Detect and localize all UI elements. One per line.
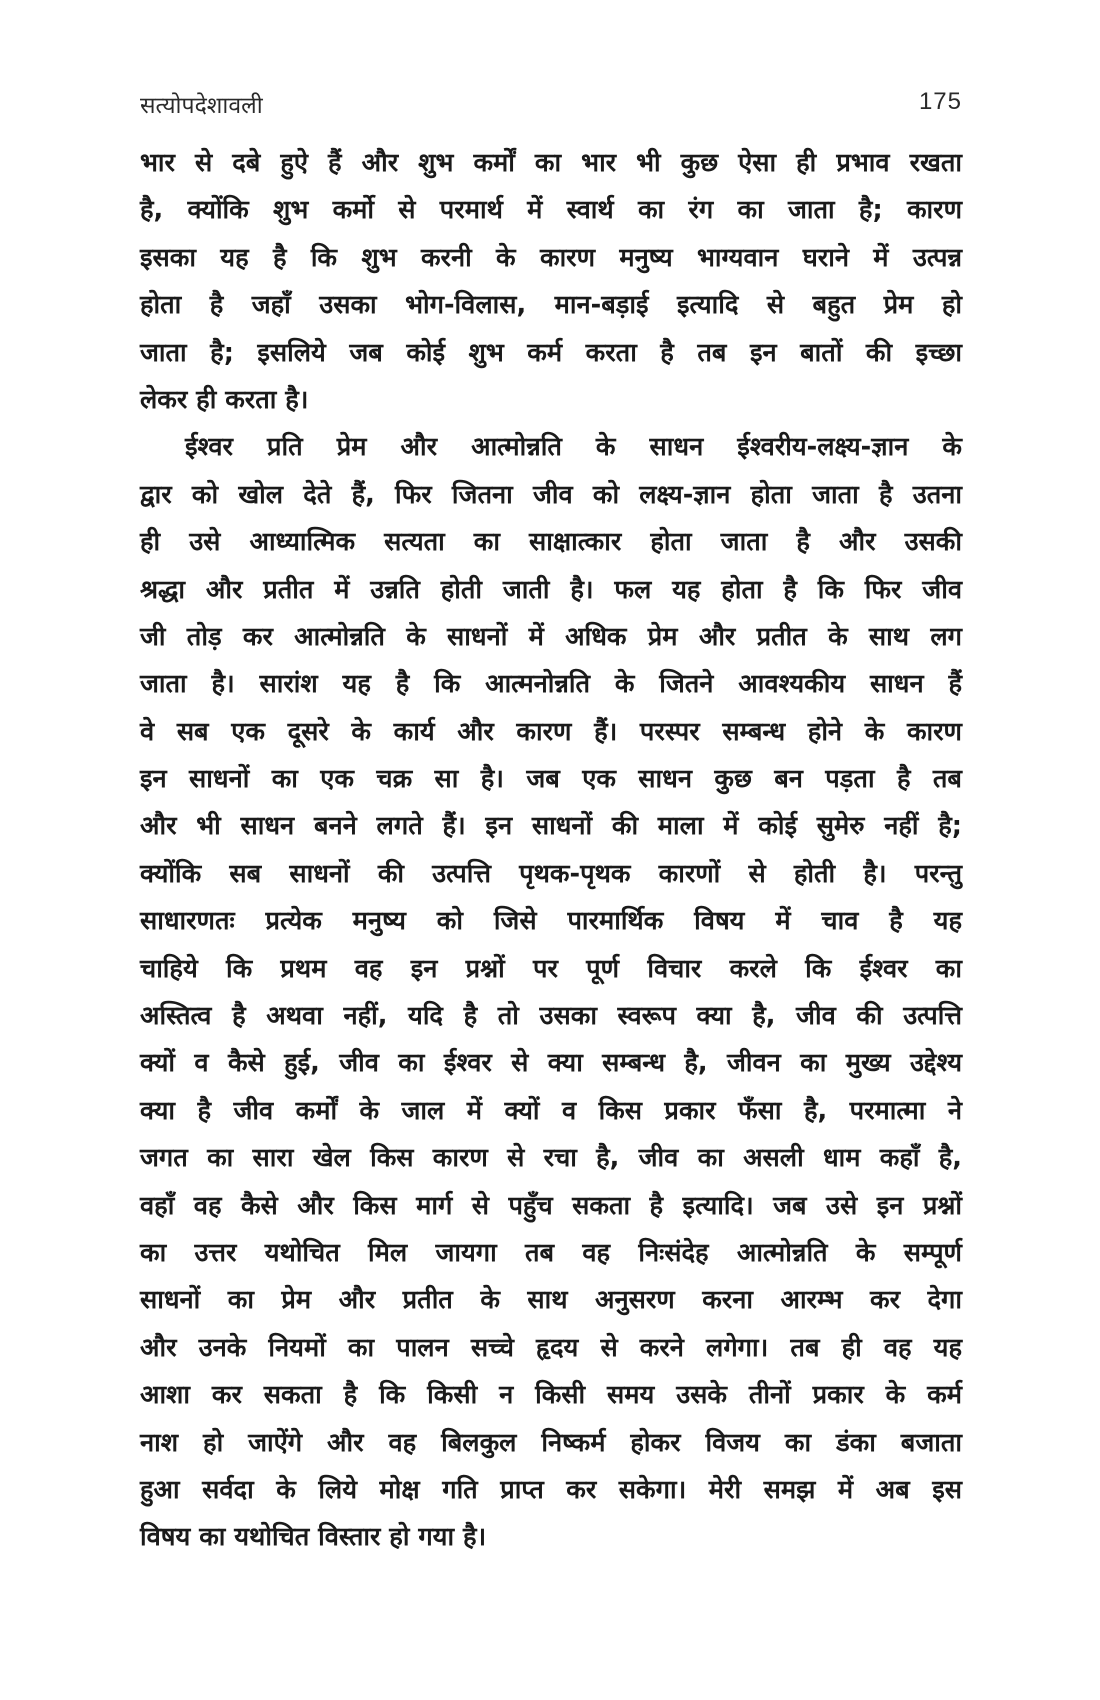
text-line: आशा कर सकता है कि किसी न किसी समय उसके तीनों प्रकार के कर्म [140, 1380, 962, 1411]
text-line: है, क्योंकि शुभ कर्मो से परमार्थ में स्वार्थ का रंग का जाता है; कारण [140, 195, 962, 226]
text-line: लेकर ही करता है। [140, 384, 309, 415]
text-line: होता है जहाँ उसका भोग-विलास, मान-बड़ाई इत्यादि से बहुत प्रेम हो [140, 290, 962, 321]
text-line: जगत का सारा खेल किस कारण से रचा है, जीव का असली धाम कहाँ है, [140, 1143, 962, 1174]
running-header [140, 88, 962, 128]
text-line: इन साधनों का एक चक्र सा है। जब एक साधन कुछ बन पड़ता है तब [140, 764, 962, 795]
text-line: हुआ सर्वदा के लिये मोक्ष गति प्राप्त कर सकेगा। मेरी समझ में अब इस [140, 1474, 962, 1505]
text-line: का उत्तर यथोचित मिल जायगा तब वह निःसंदेह आत्मोन्नति के सम्पूर्ण [140, 1237, 962, 1268]
text-line: जाता है। सारांश यह है कि आत्मनोन्नति के जितने आवश्यकीय साधन हैं [140, 669, 962, 700]
body-text [140, 140, 962, 1562]
text-line: साधारणतः प्रत्येक मनुष्य को जिसे पारमार्थिक विषय में चाव है यह [140, 906, 962, 937]
text-line: और भी साधन बनने लगते हैं। इन साधनों की माला में कोई सुमेरु नहीं है; [140, 811, 962, 842]
text-line: भार से दबे हुऐ हैं और शुभ कर्मों का भार भी कुछ ऐसा ही प्रभाव रखता [140, 148, 962, 178]
text-line: द्वार को खोल देते हैं, फिर जितना जीव को लक्ष्य-ज्ञान होता जाता है उतना [140, 479, 962, 510]
text-line: नाश हो जाऐंगे और वह बिलकुल निष्कर्म होकर विजय का डंका बजाता [140, 1427, 962, 1458]
text-line: जी तोड़ कर आत्मोन्नति के साधनों में अधिक प्रेम और प्रतीत के साथ लग [140, 621, 962, 652]
text-line: क्योंकि सब साधनों की उत्पत्ति पृथक-पृथक कारणों से होती है। परन्तु [140, 858, 962, 889]
paragraph-1 [140, 140, 962, 424]
text-line: और उनके नियमों का पालन सच्चे हृदय से करने लगेगा। तब ही वह यह [140, 1332, 962, 1363]
text-line: साधनों का प्रेम और प्रतीत के साथ अनुसरण करना आरम्भ कर देगा [140, 1285, 962, 1316]
text-line: क्यों व कैसे हुई, जीव का ईश्वर से क्या सम्बन्ध है, जीवन का मुख्य उद्देश्य [140, 1048, 962, 1079]
text-line: वे सब एक दूसरे के कार्य और कारण हैं। परस्पर सम्बन्ध होने के कारण [140, 716, 962, 747]
text-line: ही उसे आध्यात्मिक सत्यता का साक्षात्कार होता जाता है और उसकी [140, 527, 962, 558]
text-line: चाहिये कि प्रथम वह इन प्रश्नों पर पूर्ण विचार करले कि ईश्वर का [140, 953, 962, 984]
text-line: इसका यह है कि शुभ करनी के कारण मनुष्य भाग्यवान घराने में उत्पन्न [140, 242, 962, 273]
paragraph-2 [140, 424, 962, 1561]
text-line: वहाँ वह कैसे और किस मार्ग से पहुँच सकता है इत्यादि। जब उसे इन प्रश्नों [140, 1190, 962, 1221]
text-line: क्या है जीव कर्मों के जाल में क्यों व किस प्रकार फँसा है, परमात्मा ने [140, 1095, 962, 1126]
page-number: 175 [918, 88, 962, 115]
book-title: सत्योपदेशावली [140, 93, 263, 119]
text-line: जाता है; इसलिये जब कोई शुभ कर्म करता है तब इन बातों की इच्छा [140, 337, 962, 368]
text-line: श्रद्धा और प्रतीत में उन्नति होती जाती है। फल यह होता है कि फिर जीव [140, 574, 962, 605]
text-line: ईश्वर प्रति प्रेम और आत्मोन्नति के साधन ईश्वरीय-लक्ष्य-ज्ञान के [185, 432, 962, 463]
text-line: विषय का यथोचित विस्तार हो गया है। [140, 1522, 487, 1553]
text-line: अस्तित्व है अथवा नहीं, यदि है तो उसका स्वरूप क्या है, जीव की उत्पत्ति [140, 1001, 962, 1032]
